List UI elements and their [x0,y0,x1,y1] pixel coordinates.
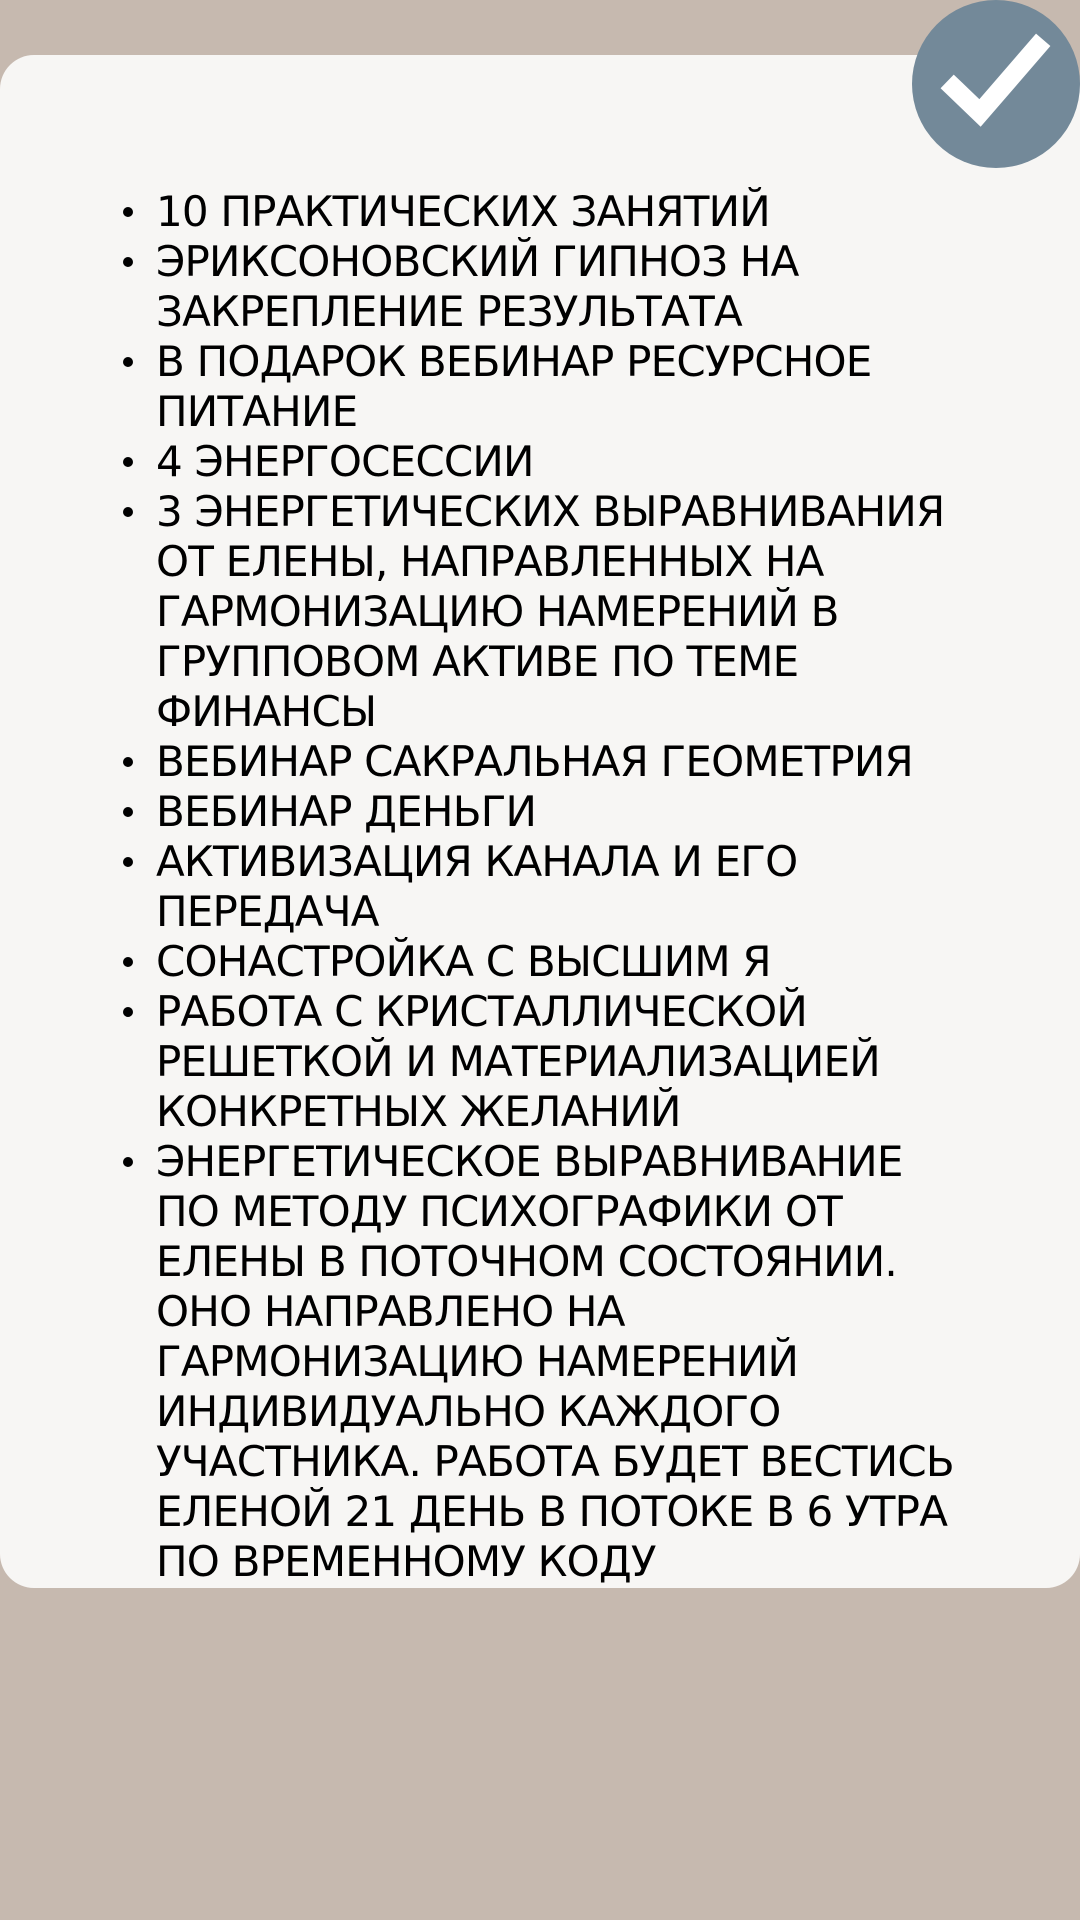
list-item [109,987,989,1137]
list-item [109,337,989,437]
list-item [109,187,989,237]
list-item-text: ЭНЕРГЕТИЧЕСКОЕ ВЫРАВНИВАНИЕ ПО МЕТОДУ ПСИХОГРАФИКИ ОТ ЕЛЕНЫ В ПОТОЧНОМ СОСТОЯНИИ. ОНО НАПРАВЛЕНО НА ГАРМОНИЗАЦИЮ НАМЕРЕНИЙ ИНДИВИДУАЛЬНО КАЖДОГО УЧАСТНИКА. РАБОТА БУДЕТ ВЕСТИСЬ ЕЛЕНОЙ 21 ДЕНЬ В ПОТОКЕ В 6 УТРА ПО ВРЕМЕННОМУ КОДУ [156,1137,954,1586]
list-item-text: В ПОДАРОК ВЕБИНАР РЕСУРСНОЕ ПИТАНИЕ [156,337,872,436]
bullet-icon [123,757,133,767]
list-item [109,937,989,987]
list-item-text: СОНАСТРОЙКА С ВЫСШИМ Я [156,937,771,986]
feature-list [109,187,989,1587]
bullet-icon [123,857,133,867]
bullet-icon [123,257,133,267]
list-item-text: ВЕБИНАР ДЕНЬГИ [156,787,537,836]
bullet-icon [123,457,133,467]
bullet-icon [123,357,133,367]
list-item [109,487,989,737]
list-item [109,437,989,487]
bullet-icon [123,1007,133,1017]
content-card [0,55,1080,1588]
list-item-text: РАБОТА С КРИСТАЛЛИЧЕСКОЙ РЕШЕТКОЙ И МАТЕРИАЛИЗАЦИЕЙ КОНКРЕТНЫХ ЖЕЛАНИЙ [156,987,880,1136]
list-item-text: 10 ПРАКТИЧЕСКИХ ЗАНЯТИЙ [156,187,770,236]
bullet-icon [123,957,133,967]
list-item [109,237,989,337]
list-item-text: ЭРИКСОНОВСКИЙ ГИПНОЗ НА ЗАКРЕПЛЕНИЕ РЕЗУЛЬТАТА [156,237,799,336]
list-item [109,787,989,837]
list-item [109,1137,989,1587]
list-item-text: 4 ЭНЕРГОСЕССИИ [156,437,534,486]
list-item-text: АКТИВИЗАЦИЯ КАНАЛА И ЕГО ПЕРЕДАЧА [156,837,798,936]
list-item-text: ВЕБИНАР САКРАЛЬНАЯ ГЕОМЕТРИЯ [156,737,913,786]
bullet-icon [123,507,133,517]
bullet-icon [123,207,133,217]
checkmark-badge [912,0,1080,168]
list-item [109,737,989,787]
bullet-icon [123,1157,133,1167]
checkmark-icon [912,0,1080,168]
bullet-icon [123,807,133,817]
list-item [109,837,989,937]
list-item-text: 3 ЭНЕРГЕТИЧЕСКИХ ВЫРАВНИВАНИЯ ОТ ЕЛЕНЫ, НАПРАВЛЕННЫХ НА ГАРМОНИЗАЦИЮ НАМЕРЕНИЙ В ГРУППОВОМ АКТИВЕ ПО ТЕМЕ ФИНАНСЫ [156,487,945,736]
